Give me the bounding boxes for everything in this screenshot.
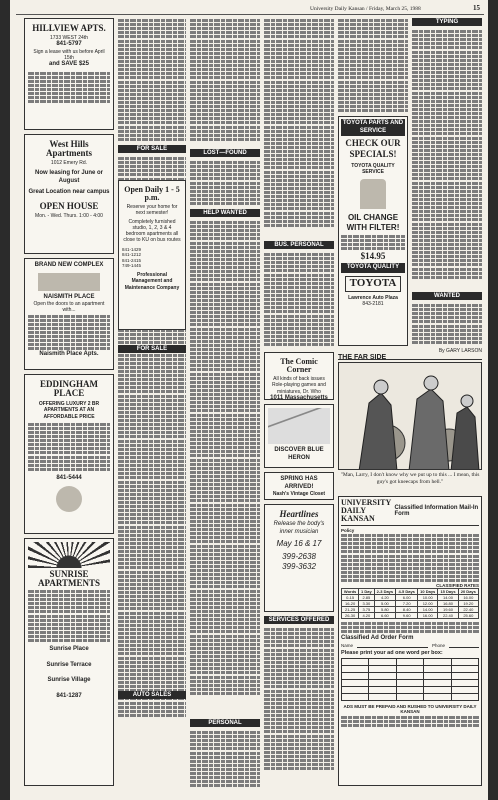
toyota-oil: OIL CHANGE WITH FILTER! [346, 213, 400, 232]
section-personal: PERSONAL [190, 719, 260, 727]
form-policy: Policy [341, 528, 355, 533]
word-box[interactable] [452, 694, 479, 701]
openday-phone2: 841-1212 [122, 252, 142, 258]
toyota-dealer-name: Lawrence Auto Plaza [348, 294, 398, 301]
heartlines-dates: May 16 & 17 [276, 539, 322, 548]
heartlines-phone2: 399-3632 [282, 562, 316, 571]
word-box[interactable] [397, 687, 424, 694]
form-phone-label: Phone [431, 643, 445, 649]
eddingham-ad [24, 374, 114, 534]
classified-text-j [338, 18, 408, 116]
rate-cell: 16.80 [438, 601, 458, 607]
word-box[interactable] [342, 694, 369, 701]
form-policy-text [341, 534, 479, 582]
toyota-quality: TOYOTA QUALITY SERVICE [351, 162, 395, 175]
rate-cell: 25.60 [458, 613, 478, 619]
busperson-column [264, 18, 334, 798]
word-box[interactable] [452, 659, 479, 666]
hillview-phone: 841-5797 [56, 41, 82, 48]
rate-cell: 3.30 [359, 601, 374, 607]
heartlines-title: Heartlines [279, 509, 319, 519]
sunrise-ad [24, 538, 114, 786]
classified-text-g [264, 18, 334, 238]
rate-cell: 16-20 [342, 601, 359, 607]
word-box[interactable] [452, 680, 479, 687]
openday-title: Open Daily 1 - 5 p.m. [124, 185, 180, 202]
word-box[interactable] [342, 659, 369, 666]
rate-cell: 9.60 [396, 613, 418, 619]
word-box[interactable] [369, 659, 396, 666]
rate-cell: 16.00 [458, 595, 478, 601]
sunrise-features [28, 590, 110, 642]
spring-title: SPRING HAS ARRIVED! [280, 476, 318, 490]
form-rates-title: CLASSIFIED RATES [436, 583, 479, 589]
page-number: 15 [473, 4, 480, 12]
word-box[interactable] [424, 666, 451, 673]
heartlines-line1: Release the body's inner musician [273, 521, 325, 535]
rate-cell: 21-25 [342, 607, 359, 613]
eddingham-logo [56, 486, 82, 512]
comic-header [338, 346, 482, 360]
rate-header-cell: 4-5 Days [396, 589, 418, 595]
form-mail-note: ADS MUST BE PREPAID AND RUSHED TO UNIVERSITY DAILY KANSAN [343, 704, 477, 715]
toyota-head: TOYOTA PARTS AND SERVICE [341, 119, 405, 136]
rate-cell: 19.20 [458, 601, 478, 607]
oil-can-illustration [360, 179, 386, 209]
rate-header-cell: Words [342, 589, 359, 595]
form-order-title: Classified Ad Order Form [341, 635, 414, 642]
westhills-open: OPEN HOUSE [39, 200, 99, 211]
toyota-ad [338, 116, 408, 346]
brandnew-footer: Naismith Place Apts. [39, 351, 99, 358]
openday-phone4: 749-1445 [122, 263, 142, 269]
word-box[interactable] [424, 680, 451, 687]
sunrise-sub2: Sunrise Terrace [46, 661, 92, 668]
openday-line2: Completely furnished studio, 1, 2, 3 & 4 bedroom apartments all close to KU on bus routes [123, 218, 181, 244]
word-box[interactable] [397, 680, 424, 687]
blueheron-ad [264, 404, 334, 468]
heartlines-ad [264, 504, 334, 612]
hillview-ad [24, 18, 114, 130]
toyota-dealer-phone: 843-2181 [362, 300, 384, 307]
westhills-title: West Hills Apartments [46, 139, 92, 158]
eddingham-title: EDDINGHAM PLACE [40, 379, 98, 398]
openday-phone3: 841-2415 [122, 257, 142, 263]
forsale-column [118, 18, 186, 798]
word-box[interactable] [369, 673, 396, 680]
word-box[interactable] [369, 687, 396, 694]
comics-line1: All kinds of back issues [273, 376, 325, 382]
newspaper-page [10, 0, 488, 800]
typing-column [412, 18, 482, 358]
word-box[interactable] [342, 687, 369, 694]
form-phone-field[interactable] [449, 643, 479, 648]
rate-cell: 19.60 [438, 607, 458, 613]
header-rule [16, 14, 484, 15]
helpwanted-column [190, 18, 260, 798]
sunrise-phone: 841-1287 [56, 692, 82, 699]
rate-header-cell: 15 Days [438, 589, 458, 595]
sunrise-sub1: Sunrise Place [49, 646, 89, 653]
openday-ad [118, 180, 186, 330]
word-box[interactable] [369, 694, 396, 701]
blueheron-title: DISCOVER BLUE HERON [274, 447, 324, 461]
heron-illustration [268, 408, 330, 444]
toyota-column [338, 18, 408, 358]
section-autosales: AUTO SALES [118, 691, 186, 699]
rate-cell: 6.00 [396, 595, 418, 601]
rates-table [341, 588, 479, 619]
section-services: SERVICES OFFERED [264, 616, 334, 624]
rate-cell: 12.00 [418, 601, 438, 607]
section-helpwanted: HELP WANTED [190, 209, 260, 217]
word-box[interactable] [369, 666, 396, 673]
westhills-line1: Now leasing for June or August [34, 170, 103, 184]
openday-mgmt: Professional Management and Maintenance Company [124, 272, 180, 291]
rate-row [342, 613, 479, 619]
classified-text-d [190, 160, 260, 206]
hillview-line2: and SAVE $25 [49, 61, 89, 68]
form-name-field[interactable] [357, 643, 428, 648]
hillview-title: HILLVIEW APTS. [32, 23, 106, 33]
comic-panel [338, 362, 482, 470]
rate-cell: 10.00 [418, 595, 438, 601]
brandnew-title: BRAND NEW COMPLEX [34, 262, 104, 268]
section-busperson: BUS. PERSONAL [264, 241, 334, 249]
sunrise-logo [28, 542, 110, 568]
form-subtitle: Classified Information Mail-In Form [394, 505, 479, 517]
classified-text-e [190, 220, 260, 716]
westhills-hours: Mon. - Wed. Thurs. 1:00 - 4:00 [35, 212, 103, 219]
word-box[interactable] [452, 666, 479, 673]
toyota-footer: TOYOTA QUALITY [341, 263, 405, 273]
westhills-ad [24, 134, 114, 254]
comic-illustration [339, 363, 482, 470]
comic-title: THE FAR SIDE [338, 354, 387, 361]
rate-cell: 0-15 [342, 595, 359, 601]
classified-text-l [412, 303, 482, 347]
word-box[interactable] [342, 680, 369, 687]
word-box[interactable] [424, 673, 451, 680]
eddingham-line1: OFFERING LUXURY 2 BR APARTMENTS AT AN AFFORDABLE PRICE [38, 401, 100, 420]
comics-ad [264, 352, 334, 400]
word-box[interactable] [397, 673, 424, 680]
rate-header-cell: 2-3 Days [374, 589, 396, 595]
word-box[interactable] [369, 680, 396, 687]
rate-cell: 7.20 [396, 601, 418, 607]
classified-form [338, 496, 482, 786]
openday-line1: Reserve your home for next semester! [126, 204, 178, 217]
brandnew-features [28, 315, 110, 351]
page-header [10, 2, 488, 14]
spring-shop: Nash's Vintage Closet [272, 491, 326, 497]
rate-header-cell: 1 Day [359, 589, 374, 595]
word-box[interactable] [424, 659, 451, 666]
rate-cell: 6.60 [374, 613, 396, 619]
toyota-check: CHECK OUR SPECIALS! [345, 138, 401, 160]
word-box[interactable] [452, 687, 479, 694]
section-wanted: WANTED [412, 292, 482, 300]
comic-caption: "Man, Larry, I don't know why we put up to this ... I mean, this guy's got kneecaps from hell." [340, 472, 480, 485]
rate-cell: 14.00 [438, 595, 458, 601]
classified-text-f [190, 730, 260, 790]
word-grid[interactable] [341, 658, 479, 701]
form-rates-text [341, 622, 479, 633]
word-box[interactable] [397, 694, 424, 701]
rate-header-cell: 20 Days [458, 589, 478, 595]
rate-cell: 4.20 [374, 595, 396, 601]
apartments-column [24, 18, 114, 798]
rate-cell: 22.40 [438, 613, 458, 619]
word-box[interactable] [342, 673, 369, 680]
rate-cell: 14.00 [418, 607, 438, 613]
section-typing: TYPING [412, 18, 482, 26]
comics-line3: 1011 Massachusetts [270, 394, 328, 401]
brandnew-line1: Open the doors to an apartment with... [33, 301, 105, 314]
comic-author: By GARY LARSON [438, 348, 482, 354]
heartlines-phone1: 399-2638 [282, 552, 316, 561]
toyota-price: $14.95 [360, 251, 386, 262]
classified-text-a [118, 18, 186, 142]
sunrise-sub3: Sunrise Village [47, 677, 91, 684]
comics-title: The Comic Corner [280, 357, 318, 374]
openday-phone1: 841-1429 [122, 246, 142, 252]
classified-text-k [412, 29, 482, 289]
sunrise-title: SUNRISE APARTMENTS [37, 569, 101, 588]
rate-cell: 5.80 [374, 607, 396, 613]
rate-cell: 8.40 [396, 607, 418, 613]
westhills-address: 1012 Emery Rd. [50, 160, 88, 166]
classified-text-c [190, 18, 260, 146]
hillview-line1: Sign a lease with us before April 15th [33, 48, 105, 61]
hillview-address: 1733 WEST 24th [50, 35, 88, 41]
comics-line2: Role-playing games and miniatures, Dr. Who [272, 382, 326, 395]
word-box[interactable] [424, 694, 451, 701]
word-box[interactable] [397, 659, 424, 666]
westhills-line2: Great Location near campus [28, 189, 110, 196]
spring-ad [264, 472, 334, 500]
word-box[interactable] [424, 687, 451, 694]
eddingham-phone: 841-5444 [56, 474, 82, 481]
rate-cell: 5.00 [374, 601, 396, 607]
toyota-details [341, 235, 405, 250]
rate-cell: 16.00 [418, 613, 438, 619]
rate-cell: 22.40 [458, 607, 478, 613]
form-print-instruction: Please print your ad one word per box: [341, 650, 443, 657]
section-forsale: FOR SALE [118, 145, 186, 153]
naismith-logo [38, 273, 100, 291]
form-mail-text [341, 716, 479, 727]
brandnew-name: NAISMITH PLACE [43, 293, 95, 300]
rate-header-cell: 10 Days [418, 589, 438, 595]
word-box[interactable] [397, 666, 424, 673]
classified-text-h [264, 252, 334, 352]
rate-cell: 26-30 [342, 613, 359, 619]
rate-cell: 4.20 [359, 613, 374, 619]
word-box[interactable] [342, 666, 369, 673]
eddingham-features [28, 423, 110, 471]
section-forsale-b: FOR SALE [118, 345, 186, 353]
form-name-label: Name [341, 643, 354, 649]
form-title: UNIVERSITY DAILY KANSAN [341, 498, 391, 523]
hillview-features [28, 72, 110, 104]
publication-line: University Daily Kansan / Friday, March 25, 1988 [310, 6, 421, 12]
word-box[interactable] [452, 673, 479, 680]
toyota-logo: TOYOTA [345, 276, 401, 292]
brandnew-ad [24, 258, 114, 370]
section-lostfound: LOST—FOUND [190, 149, 260, 157]
rate-cell: 3.75 [359, 607, 374, 613]
rate-cell: 2.85 [359, 595, 374, 601]
classified-text-i [264, 627, 334, 777]
